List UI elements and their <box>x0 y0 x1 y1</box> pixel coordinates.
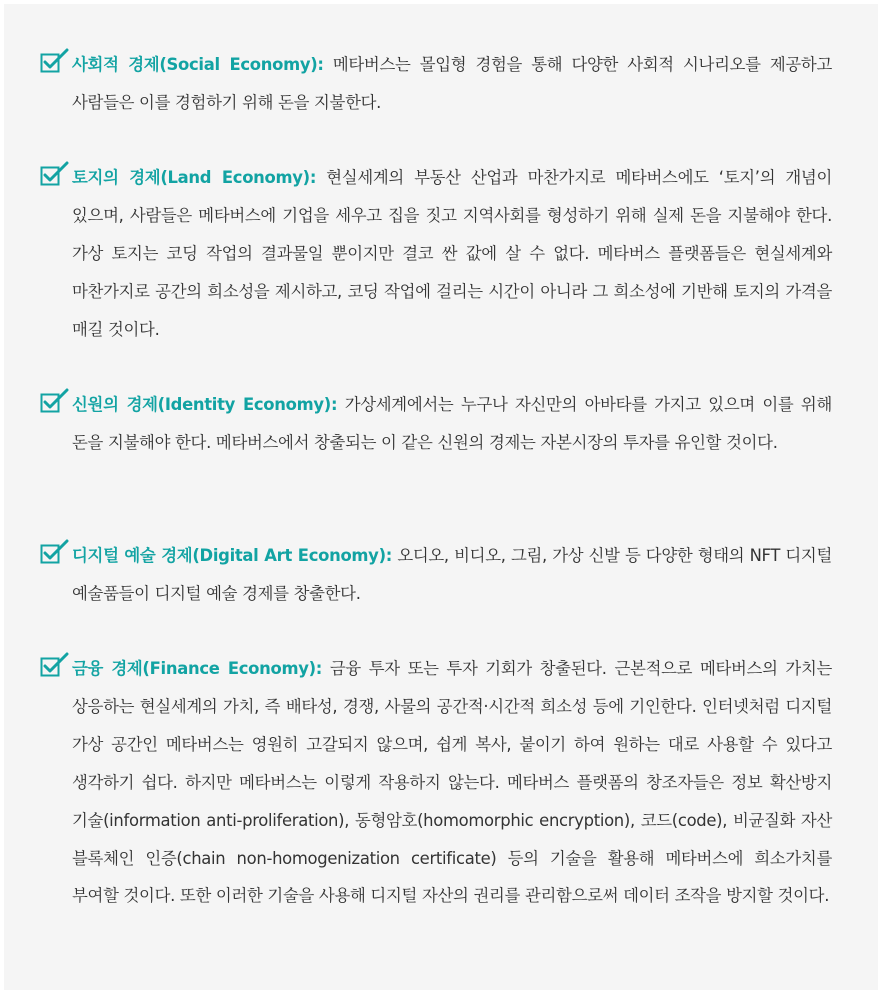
list-item-digital-art-economy <box>40 537 832 613</box>
list-item-land-economy <box>40 159 832 349</box>
list-item-social-economy <box>40 46 832 122</box>
checkbox-checkmark-icon <box>40 48 70 74</box>
content-panel <box>4 4 878 990</box>
list-item-finance-economy <box>40 650 832 915</box>
paragraph <box>40 159 832 349</box>
paragraph <box>40 650 832 915</box>
list-item-identity-economy <box>40 386 832 462</box>
description-text: 메타버스는 몰입형 경험을 통해 다양한 사회적 시나리오를 제공하고 사람들은 이를 경험하기 위해 돈을 지불한다. <box>72 55 832 112</box>
description-text: 오디오, 비디오, 그림, 가상 신발 등 다양한 형태의 NFT 디지털 예술품들이 디지털 예술 경제를 창출한다. <box>72 546 833 603</box>
term-label: 토지의 경제(Land Economy): <box>72 168 317 187</box>
paragraph <box>40 46 832 122</box>
paragraph <box>40 537 832 613</box>
description-text: 금융 투자 또는 투자 기회가 창출된다. 근본적으로 메타버스의 가치는 상응하는 현실세계의 가치, 즉 배타성, 경쟁, 사물의 공간적·시간적 희소성 등에 기인한다. 인터넷처럼 디지털 가상 공간인 메타버스는 영원히 고갈되지 않으며, 쉽게 복사, 붙이기 하여 원하는 대로 사용할 수 있다고 생각하기 쉽다. 하지만 메타버스는 이렇게 작용하지 않는다. 메타버스 플랫폼의 창조자들은 정보 확산방지 기술(information anti-proliferation), 동형암호(homomorphic encryption), 코드(code), 비균질화 자산 블록체인 인증(chain non-homogenization certificate) 등의 기술을 활용해 메타버스에 희소가치를 부여할 것이다. 또한 이러한 기술을 사용해 디지털 자산의 권리를 관리함으로써 데이터 조작을 방지할 것이다. <box>72 659 833 906</box>
term-label: 신원의 경제(Identity Economy): <box>72 395 338 414</box>
term-label: 금융 경제(Finance Economy): <box>72 659 323 678</box>
description-text: 현실세계의 부동산 산업과 마찬가지로 메타버스에도 ‘토지’의 개념이 있으며, 사람들은 메타버스에 기업을 세우고 집을 짓고 지역사회를 형성하기 위해 실제 돈을 지불해야 한다. 가상 토지는 코딩 작업의 결과물일 뿐이지만 결코 싼 값에 살 수 없다. 메타버스 플랫폼들은 현실세계와 마찬가지로 공간의 희소성을 제시하고, 코딩 작업에 걸리는 시간이 아니라 그 희소성에 기반해 토지의 가격을 매길 것이다. <box>72 168 832 339</box>
description-text: 가상세계에서는 누구나 자신만의 아바타를 가지고 있으며 이를 위해 돈을 지불해야 한다. 메타버스에서 창출되는 이 같은 신원의 경제는 자본시장의 투자를 유인할 것이다. <box>72 395 832 452</box>
checkbox-checkmark-icon <box>40 388 70 414</box>
paragraph <box>40 386 832 462</box>
term-label: 사회적 경제(Social Economy): <box>72 55 324 74</box>
checkbox-checkmark-icon <box>40 539 70 565</box>
term-label: 디지털 예술 경제(Digital Art Economy): <box>72 546 393 565</box>
checkbox-checkmark-icon <box>40 161 70 187</box>
checkbox-checkmark-icon <box>40 652 70 678</box>
